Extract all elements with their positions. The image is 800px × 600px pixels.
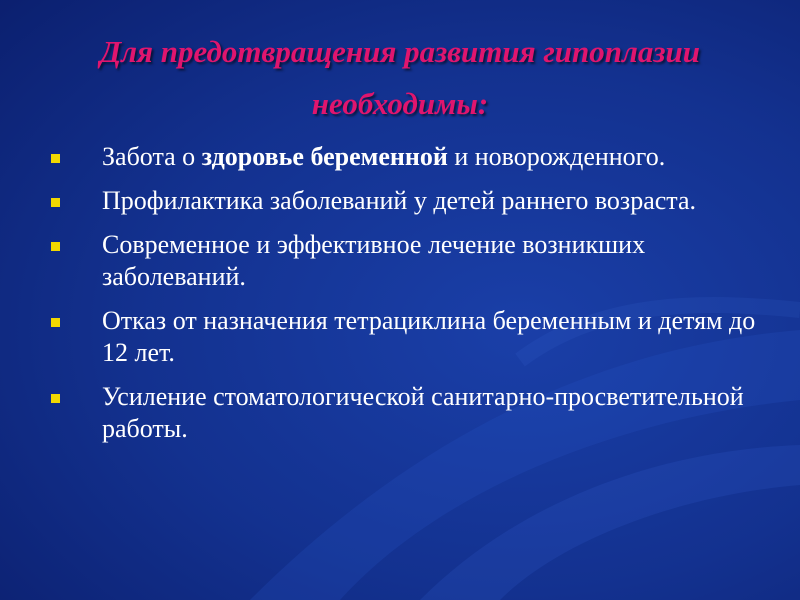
square-bullet-icon	[51, 198, 60, 207]
bullet-item-treatment	[48, 229, 768, 293]
bullet-text-bold: здоровье беременной	[201, 142, 448, 171]
bullet-list	[48, 141, 768, 457]
bullet-text: Отказ от назначения тетрациклина беременным и детям до 12 лет.	[102, 306, 756, 367]
bullet-item-prevention	[48, 185, 768, 217]
bullet-text-before: Забота о	[102, 142, 202, 171]
square-bullet-icon	[51, 242, 60, 251]
bullet-text: Современное и эффективное лечение возникших заболеваний.	[102, 230, 646, 291]
bullet-item-tetracycline	[48, 305, 768, 369]
bullet-text: Усиление стоматологической санитарно-просветительной работы.	[102, 382, 744, 443]
slide-title	[40, 26, 760, 130]
bullet-item-maternal-health	[48, 141, 768, 173]
square-bullet-icon	[51, 318, 60, 327]
slide-title-line-1: Для предотвращения развития гипоплазии	[99, 34, 701, 69]
square-bullet-icon	[51, 154, 60, 163]
square-bullet-icon	[51, 394, 60, 403]
bullet-text: Профилактика заболеваний у детей раннего возраста.	[102, 186, 697, 215]
bullet-item-education	[48, 381, 768, 445]
slide-title-line-2: необходимы:	[311, 86, 489, 121]
bullet-text-after: и новорожденного.	[447, 142, 666, 171]
